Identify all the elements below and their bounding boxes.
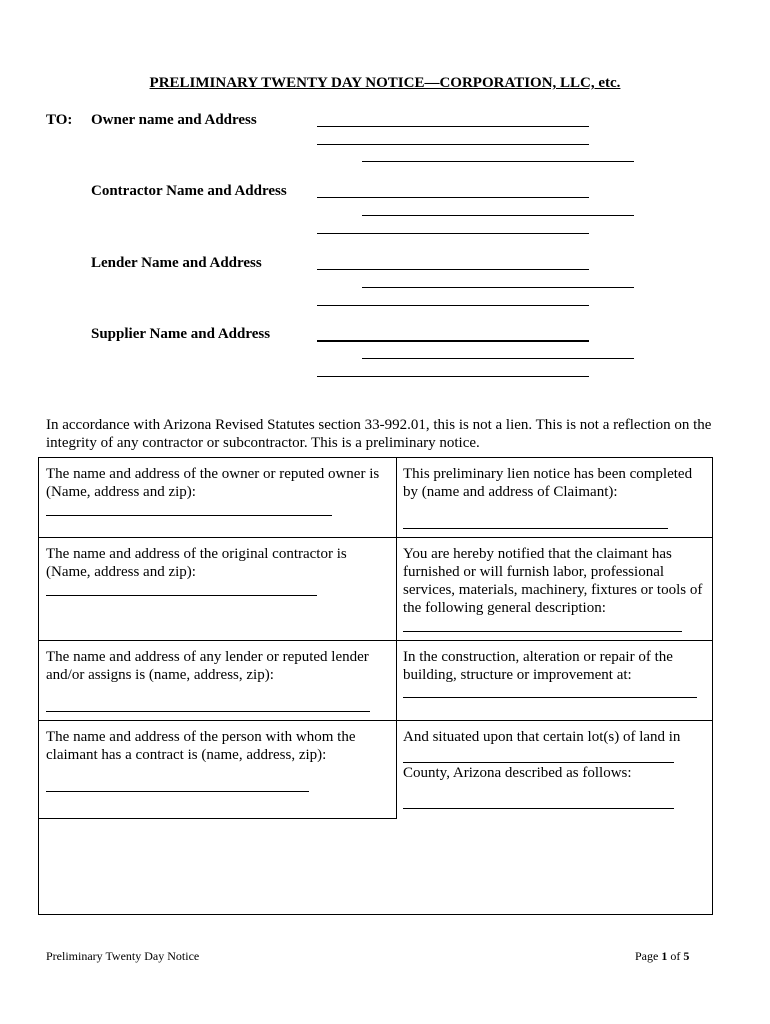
contractor-line-3[interactable]: [317, 233, 589, 234]
footer-left: Preliminary Twenty Day Notice: [46, 949, 200, 963]
contractor-cell-text: The name and address of the original contractor is (Name, address and zip):: [46, 546, 347, 580]
owner-cell-text: The name and address of the owner or reputed owner is (Name, address and zip):: [46, 466, 380, 500]
page-number: [635, 949, 689, 964]
owner-label: Owner name and Address: [91, 112, 257, 128]
supplier-line-2[interactable]: [362, 358, 634, 359]
statement-paragraph: In accordance with Arizona Revised Statutes section 33-992.01, this is not a lien. This is not a reflection on the integrity of any contractor or subcontractor. This is a preliminary notice.: [46, 417, 712, 451]
table-row-divider-4: [38, 818, 396, 819]
lender-cell-text: The name and address of any lender or reputed lender and/or assigns is (name, address, zip):: [46, 649, 369, 683]
supplier-line-3[interactable]: [317, 376, 589, 377]
supplier-label: Supplier Name and Address: [91, 326, 271, 342]
description-line[interactable]: [403, 808, 674, 809]
claimant-cell-line[interactable]: [403, 528, 668, 529]
to-label: TO:: [46, 112, 73, 128]
lender-line-1[interactable]: [317, 269, 589, 270]
county-line[interactable]: [403, 762, 674, 763]
owner-line-1[interactable]: [317, 126, 589, 127]
lender-line-3[interactable]: [317, 305, 589, 306]
lender-cell-line[interactable]: [46, 711, 370, 712]
owner-line-2[interactable]: [317, 144, 589, 145]
page-current: 1: [661, 949, 668, 963]
furnished-cell-text: You are hereby notified that the claimant has furnished or will furnish labor, professional services, materials, machinery, fixtures or tools of the following general description:: [403, 546, 703, 616]
document-title: PRELIMINARY TWENTY DAY NOTICE—CORPORATION, LLC, etc.: [149, 75, 621, 91]
owner-line-3[interactable]: [362, 161, 634, 162]
person-cell-line[interactable]: [46, 791, 309, 792]
county-text: County, Arizona described as follows:: [403, 765, 632, 781]
person-cell-text: The name and address of the person with whom the claimant has a contract is (name, address, zip):: [46, 729, 356, 763]
claimant-cell-text: This preliminary lien notice has been completed by (name and address of Claimant):: [403, 466, 693, 500]
table-column-divider: [396, 457, 397, 819]
supplier-line-1[interactable]: [317, 340, 589, 342]
situated-cell-text: And situated upon that certain lot(s) of land in: [403, 729, 681, 745]
table-row-divider-3: [38, 720, 713, 721]
page-word: Page: [635, 949, 659, 963]
notice-table: [38, 457, 713, 915]
page-total: 5: [683, 949, 690, 963]
lender-label: Lender Name and Address: [91, 255, 262, 271]
of-word: of: [670, 949, 681, 963]
construction-cell-line[interactable]: [403, 697, 697, 698]
contractor-line-1[interactable]: [317, 197, 589, 198]
contractor-label: Contractor Name and Address: [91, 183, 287, 199]
table-row-divider-1: [38, 537, 713, 538]
contractor-line-2[interactable]: [362, 215, 634, 216]
table-row-divider-2: [38, 640, 713, 641]
owner-cell-line[interactable]: [46, 515, 332, 516]
furnished-cell-line[interactable]: [403, 631, 682, 632]
lender-line-2[interactable]: [362, 287, 634, 288]
construction-cell-text: In the construction, alteration or repair of the building, structure or improvement at:: [403, 649, 673, 683]
contractor-cell-line[interactable]: [46, 595, 317, 596]
